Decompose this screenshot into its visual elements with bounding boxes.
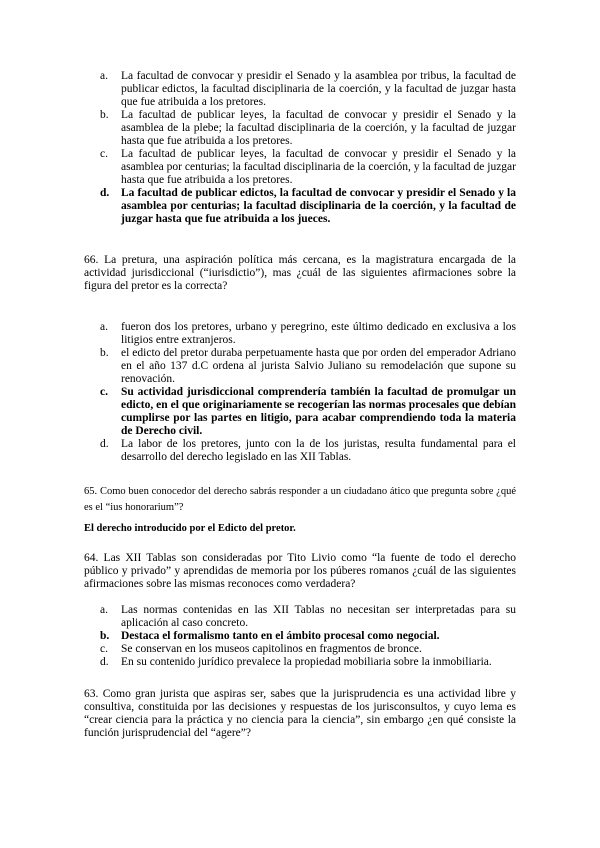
option-c-correct: c. Su actividad jurisdiccional comprendería también la facultad de promulgar un edicto, en el que originariamente se recogerían las normas procesales que debían cumplirse por las partes en litigio, para acabar comprendiendo toda la materia de Derecho civil. — [100, 386, 516, 437]
question-66-options — [84, 321, 516, 464]
prev-question-options — [84, 70, 516, 226]
option-c: c. La facultad de publicar leyes, la facultad de convocar y presidir el Senado y la asamblea por centurias; la facultad disciplinaria de la coerción, y la facultad de juzgar hasta que fue atribuida a los pretores. — [100, 148, 516, 186]
question-66: 66. La pretura, una aspiración política más cercana, es la magistratura encargada de la actividad jurisdiccional (“iurisdictio”), mas ¿cuál de las siguientes afirmaciones sobre la figura del pretor es la correcta? — [84, 254, 516, 292]
question-64-options — [84, 604, 516, 669]
question-65: 65. Como buen conocedor del derecho sabrás responder a un ciudadano ático que pregunta sobre ¿qué es el “ius honorarium”? — [84, 486, 516, 513]
option-b: b. La facultad de publicar leyes, la facultad de convocar y presidir el Senado y la asamblea de la plebe; la facultad disciplinaria de la coerción, y la facultad de juzgar hasta que fue atribuida a los pretores. — [100, 109, 516, 147]
option-d: d. La labor de los pretores, junto con la de los juristas, resulta fundamental para el desarrollo del derecho legislado en las XII Tablas. — [100, 438, 516, 463]
option-c: c. Se conservan en los museos capitolinos en fragmentos de bronce. — [100, 643, 422, 655]
question-64: 64. Las XII Tablas son consideradas por Tito Livio como “la fuente de todo el derecho público y privado” y aprendidas de memoria por los púberes romanos ¿cuál de las siguientes afirmaciones sobre las mismas reconoces como verdadera? — [84, 552, 516, 590]
option-a: a. Las normas contenidas en las XII Tablas no necesitan ser interpretadas para su aplicación al caso concreto. — [100, 604, 516, 629]
option-d: d. En su contenido jurídico prevalece la propiedad mobiliaria sobre la inmobiliaria. — [100, 656, 492, 668]
option-d-correct: d. La facultad de publicar edictos, la facultad de convocar y presidir el Senado y la asamblea por centurias; la facultad disciplinaria de la coerción, y la facultad de juzgar hasta que fue atribuida a los jueces. — [100, 187, 516, 225]
option-b-correct: b. Destaca el formalismo tanto en el ámbito procesal como negocial. — [100, 630, 440, 642]
option-a: a. fueron dos los pretores, urbano y peregrino, este último dedicado en exclusiva a los litigios entre extranjeros. — [100, 321, 516, 346]
option-b: b. el edicto del pretor duraba perpetuamente hasta que por orden del emperador Adriano en el año 137 d.C ordena al jurista Salvio Juliano su remodelación que supone su renovación. — [100, 347, 516, 385]
question-63: 63. Como gran jurista que aspiras ser, sabes que la jurisprudencia es una actividad libre y consultiva, constituida por las decisiones y respuestas de los jurisconsultos, y cuyo lema es “crear ciencia para la práctica y no ciencia para la ciencia”, sin embargo ¿en qué consiste la función jurisprudencial del “agere”? — [84, 688, 516, 739]
option-a: a. La facultad de convocar y presidir el Senado y la asamblea por tribus, la facultad de publicar edictos, la facultad disciplinaria de la coerción, y la facultad de juzgar hasta que fue atribuida a los pretores. — [100, 70, 516, 108]
question-65-answer: El derecho introducido por el Edicto del pretor. — [84, 523, 296, 534]
